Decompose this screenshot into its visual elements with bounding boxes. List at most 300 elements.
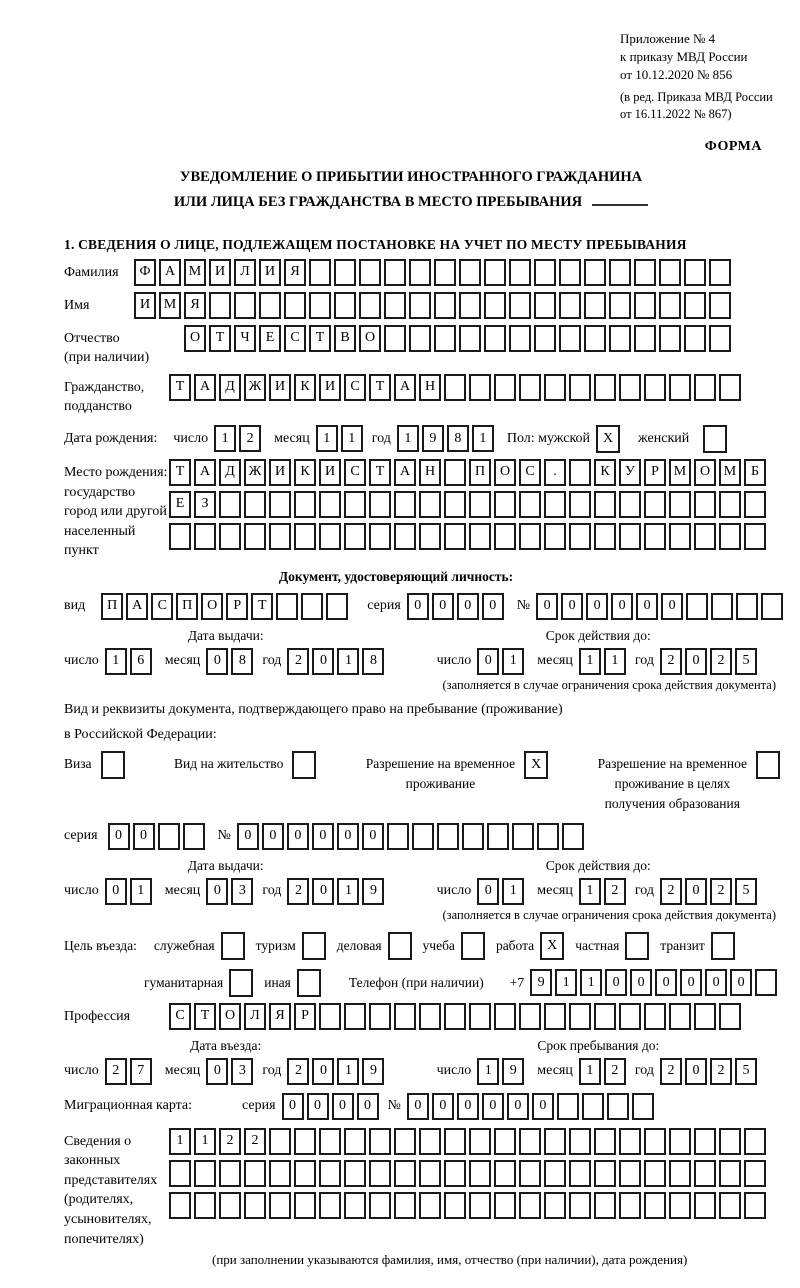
char-cell[interactable]: 0 xyxy=(312,1058,334,1085)
char-cell[interactable] xyxy=(384,259,406,286)
char-cell[interactable]: 5 xyxy=(735,1058,757,1085)
char-cell[interactable] xyxy=(437,823,459,850)
char-cell[interactable] xyxy=(294,523,316,550)
char-cell[interactable]: 0 xyxy=(432,1093,454,1120)
char-cell[interactable]: 0 xyxy=(536,593,558,620)
char-cell[interactable] xyxy=(684,325,706,352)
char-cell[interactable] xyxy=(309,259,331,286)
char-cell[interactable] xyxy=(344,1160,366,1187)
char-cell[interactable]: 0 xyxy=(730,969,752,996)
char-cell[interactable]: М xyxy=(184,259,206,286)
char-cell[interactable] xyxy=(484,292,506,319)
char-cell[interactable] xyxy=(294,491,316,518)
char-cell[interactable]: О xyxy=(219,1003,241,1030)
char-cell[interactable]: 0 xyxy=(133,823,155,850)
char-cell[interactable]: И xyxy=(269,374,291,401)
char-cell[interactable]: 0 xyxy=(108,823,130,850)
char-cell[interactable] xyxy=(194,1192,216,1219)
char-cell[interactable]: И xyxy=(269,459,291,486)
char-cell[interactable]: 0 xyxy=(312,878,334,905)
char-cell[interactable] xyxy=(744,1128,766,1155)
char-cell[interactable] xyxy=(219,523,241,550)
char-cell[interactable] xyxy=(409,259,431,286)
char-cell[interactable]: 2 xyxy=(660,878,682,905)
char-cell[interactable] xyxy=(669,523,691,550)
char-cell[interactable]: С xyxy=(519,459,541,486)
char-cell[interactable]: 0 xyxy=(532,1093,554,1120)
char-cell[interactable]: Р xyxy=(226,593,248,620)
char-cell[interactable] xyxy=(319,1003,341,1030)
char-cell[interactable] xyxy=(369,1192,391,1219)
char-cell[interactable] xyxy=(344,1003,366,1030)
char-cell[interactable]: 0 xyxy=(482,593,504,620)
char-cell[interactable] xyxy=(719,1003,741,1030)
char-cell[interactable] xyxy=(719,1192,741,1219)
char-cell[interactable] xyxy=(544,374,566,401)
char-cell[interactable]: С xyxy=(169,1003,191,1030)
char-cell[interactable] xyxy=(719,491,741,518)
char-cell[interactable]: Е xyxy=(259,325,281,352)
char-cell[interactable] xyxy=(319,523,341,550)
char-cell[interactable]: 0 xyxy=(312,648,334,675)
char-cell[interactable]: 1 xyxy=(397,425,419,452)
char-cell[interactable] xyxy=(582,1093,604,1120)
char-cell[interactable]: 5 xyxy=(735,878,757,905)
char-cell[interactable]: Ж xyxy=(244,374,266,401)
char-cell[interactable] xyxy=(694,374,716,401)
char-cell[interactable]: 1 xyxy=(337,1058,359,1085)
char-cell[interactable] xyxy=(569,1128,591,1155)
char-cell[interactable] xyxy=(619,523,641,550)
char-cell[interactable] xyxy=(219,1192,241,1219)
char-cell[interactable]: 0 xyxy=(332,1093,354,1120)
char-cell[interactable]: Р xyxy=(644,459,666,486)
char-cell[interactable] xyxy=(544,523,566,550)
char-cell[interactable] xyxy=(755,969,777,996)
char-cell[interactable]: . xyxy=(544,459,566,486)
char-cell[interactable]: 3 xyxy=(231,878,253,905)
char-cell[interactable] xyxy=(719,523,741,550)
char-cell[interactable] xyxy=(512,823,534,850)
char-cell[interactable] xyxy=(469,1128,491,1155)
char-cell[interactable]: 0 xyxy=(586,593,608,620)
char-cell[interactable] xyxy=(519,523,541,550)
char-cell[interactable]: 0 xyxy=(457,593,479,620)
char-cell[interactable]: 9 xyxy=(362,1058,384,1085)
char-cell[interactable]: О xyxy=(359,325,381,352)
char-cell[interactable]: 1 xyxy=(502,878,524,905)
char-cell[interactable]: И xyxy=(134,292,156,319)
char-cell[interactable] xyxy=(694,1003,716,1030)
char-cell[interactable] xyxy=(509,259,531,286)
char-cell[interactable]: А xyxy=(194,374,216,401)
char-cell[interactable] xyxy=(319,1160,341,1187)
char-cell[interactable]: Т xyxy=(369,459,391,486)
char-cell[interactable] xyxy=(269,1160,291,1187)
char-cell[interactable]: 9 xyxy=(362,878,384,905)
char-cell[interactable] xyxy=(534,292,556,319)
char-cell[interactable]: 2 xyxy=(604,878,626,905)
char-cell[interactable] xyxy=(459,325,481,352)
char-cell[interactable]: 7 xyxy=(130,1058,152,1085)
char-cell[interactable] xyxy=(594,1192,616,1219)
char-cell[interactable]: Я xyxy=(184,292,206,319)
char-cell[interactable]: 1 xyxy=(604,648,626,675)
char-cell[interactable]: А xyxy=(159,259,181,286)
char-cell[interactable] xyxy=(459,292,481,319)
char-cell[interactable] xyxy=(534,259,556,286)
char-cell[interactable] xyxy=(669,1128,691,1155)
char-cell[interactable] xyxy=(509,292,531,319)
char-cell[interactable] xyxy=(394,1160,416,1187)
char-cell[interactable]: 6 xyxy=(130,648,152,675)
char-cell[interactable] xyxy=(344,523,366,550)
char-cell[interactable] xyxy=(644,491,666,518)
char-cell[interactable] xyxy=(619,1160,641,1187)
char-cell[interactable]: Т xyxy=(309,325,331,352)
char-cell[interactable] xyxy=(644,523,666,550)
char-cell[interactable]: К xyxy=(294,459,316,486)
char-cell[interactable]: 2 xyxy=(287,1058,309,1085)
char-cell[interactable]: 0 xyxy=(457,1093,479,1120)
char-cell[interactable] xyxy=(434,325,456,352)
char-cell[interactable]: 1 xyxy=(477,1058,499,1085)
char-cell[interactable]: М xyxy=(159,292,181,319)
char-cell[interactable]: 2 xyxy=(287,648,309,675)
char-cell[interactable] xyxy=(469,491,491,518)
char-cell[interactable] xyxy=(394,523,416,550)
char-cell[interactable]: П xyxy=(176,593,198,620)
char-cell[interactable]: 0 xyxy=(507,1093,529,1120)
char-cell[interactable] xyxy=(419,1003,441,1030)
char-cell[interactable] xyxy=(444,1003,466,1030)
char-cell[interactable] xyxy=(709,325,731,352)
char-cell[interactable] xyxy=(694,523,716,550)
char-cell[interactable]: 0 xyxy=(357,1093,379,1120)
residence-permit-checkbox[interactable] xyxy=(292,751,316,779)
char-cell[interactable]: 0 xyxy=(407,593,429,620)
char-cell[interactable] xyxy=(669,1160,691,1187)
char-cell[interactable]: П xyxy=(101,593,123,620)
char-cell[interactable]: А xyxy=(194,459,216,486)
char-cell[interactable]: 0 xyxy=(105,878,127,905)
char-cell[interactable]: 0 xyxy=(477,648,499,675)
char-cell[interactable]: Т xyxy=(251,593,273,620)
char-cell[interactable]: 1 xyxy=(555,969,577,996)
char-cell[interactable] xyxy=(559,259,581,286)
char-cell[interactable] xyxy=(344,1128,366,1155)
char-cell[interactable]: 1 xyxy=(579,1058,601,1085)
char-cell[interactable] xyxy=(619,1128,641,1155)
char-cell[interactable] xyxy=(619,491,641,518)
char-cell[interactable] xyxy=(694,491,716,518)
char-cell[interactable] xyxy=(519,374,541,401)
char-cell[interactable]: 0 xyxy=(287,823,309,850)
char-cell[interactable] xyxy=(559,292,581,319)
char-cell[interactable] xyxy=(169,1192,191,1219)
char-cell[interactable] xyxy=(494,1160,516,1187)
char-cell[interactable] xyxy=(609,292,631,319)
char-cell[interactable]: О xyxy=(201,593,223,620)
char-cell[interactable] xyxy=(444,523,466,550)
char-cell[interactable]: 0 xyxy=(477,878,499,905)
char-cell[interactable]: 1 xyxy=(579,648,601,675)
char-cell[interactable] xyxy=(469,1003,491,1030)
char-cell[interactable] xyxy=(284,292,306,319)
char-cell[interactable] xyxy=(494,1128,516,1155)
char-cell[interactable] xyxy=(519,1128,541,1155)
char-cell[interactable] xyxy=(634,325,656,352)
char-cell[interactable] xyxy=(544,1128,566,1155)
char-cell[interactable] xyxy=(569,1003,591,1030)
char-cell[interactable]: 0 xyxy=(362,823,384,850)
char-cell[interactable] xyxy=(301,593,323,620)
char-cell[interactable] xyxy=(419,1128,441,1155)
purpose-humanitarian-checkbox[interactable] xyxy=(229,969,253,997)
char-cell[interactable] xyxy=(169,523,191,550)
char-cell[interactable] xyxy=(584,292,606,319)
char-cell[interactable]: С xyxy=(284,325,306,352)
char-cell[interactable] xyxy=(444,1160,466,1187)
char-cell[interactable] xyxy=(494,1003,516,1030)
sex-male-checkbox[interactable]: X xyxy=(596,425,620,453)
char-cell[interactable] xyxy=(744,523,766,550)
char-cell[interactable] xyxy=(412,823,434,850)
char-cell[interactable]: Ж xyxy=(244,459,266,486)
char-cell[interactable] xyxy=(594,491,616,518)
sex-female-checkbox[interactable] xyxy=(703,425,727,453)
char-cell[interactable] xyxy=(319,1192,341,1219)
purpose-study-checkbox[interactable] xyxy=(461,932,485,960)
char-cell[interactable]: 0 xyxy=(685,1058,707,1085)
char-cell[interactable] xyxy=(419,523,441,550)
char-cell[interactable] xyxy=(519,1003,541,1030)
char-cell[interactable] xyxy=(369,1160,391,1187)
char-cell[interactable]: 2 xyxy=(244,1128,266,1155)
char-cell[interactable] xyxy=(519,1192,541,1219)
char-cell[interactable]: 0 xyxy=(206,878,228,905)
char-cell[interactable]: З xyxy=(194,491,216,518)
rvp-checkbox[interactable]: X xyxy=(524,751,548,779)
char-cell[interactable] xyxy=(669,1003,691,1030)
char-cell[interactable] xyxy=(394,491,416,518)
char-cell[interactable] xyxy=(569,459,591,486)
char-cell[interactable]: О xyxy=(694,459,716,486)
char-cell[interactable] xyxy=(544,1160,566,1187)
char-cell[interactable] xyxy=(234,292,256,319)
char-cell[interactable] xyxy=(744,1192,766,1219)
char-cell[interactable]: И xyxy=(319,459,341,486)
char-cell[interactable]: И xyxy=(319,374,341,401)
char-cell[interactable] xyxy=(359,259,381,286)
char-cell[interactable]: 0 xyxy=(611,593,633,620)
char-cell[interactable]: С xyxy=(344,374,366,401)
char-cell[interactable] xyxy=(609,259,631,286)
char-cell[interactable] xyxy=(469,1160,491,1187)
char-cell[interactable]: С xyxy=(151,593,173,620)
char-cell[interactable] xyxy=(334,259,356,286)
char-cell[interactable] xyxy=(294,1192,316,1219)
char-cell[interactable]: 1 xyxy=(316,425,338,452)
char-cell[interactable]: 0 xyxy=(705,969,727,996)
char-cell[interactable]: М xyxy=(719,459,741,486)
char-cell[interactable]: 1 xyxy=(130,878,152,905)
char-cell[interactable] xyxy=(369,1003,391,1030)
char-cell[interactable] xyxy=(584,259,606,286)
char-cell[interactable] xyxy=(294,1128,316,1155)
char-cell[interactable] xyxy=(384,292,406,319)
char-cell[interactable] xyxy=(744,1160,766,1187)
purpose-official-checkbox[interactable] xyxy=(221,932,245,960)
purpose-transit-checkbox[interactable] xyxy=(711,932,735,960)
char-cell[interactable]: 0 xyxy=(262,823,284,850)
char-cell[interactable] xyxy=(244,523,266,550)
char-cell[interactable] xyxy=(544,1192,566,1219)
char-cell[interactable] xyxy=(369,523,391,550)
purpose-tourism-checkbox[interactable] xyxy=(302,932,326,960)
char-cell[interactable] xyxy=(709,292,731,319)
char-cell[interactable] xyxy=(244,1160,266,1187)
char-cell[interactable]: 9 xyxy=(502,1058,524,1085)
char-cell[interactable] xyxy=(319,1128,341,1155)
char-cell[interactable]: 9 xyxy=(530,969,552,996)
char-cell[interactable] xyxy=(269,1128,291,1155)
char-cell[interactable] xyxy=(619,1003,641,1030)
char-cell[interactable]: Е xyxy=(169,491,191,518)
char-cell[interactable] xyxy=(544,1003,566,1030)
char-cell[interactable] xyxy=(509,325,531,352)
char-cell[interactable] xyxy=(219,1160,241,1187)
char-cell[interactable]: 0 xyxy=(636,593,658,620)
char-cell[interactable] xyxy=(384,325,406,352)
char-cell[interactable]: И xyxy=(209,259,231,286)
char-cell[interactable] xyxy=(569,1192,591,1219)
char-cell[interactable] xyxy=(659,325,681,352)
char-cell[interactable] xyxy=(444,1128,466,1155)
char-cell[interactable] xyxy=(394,1192,416,1219)
char-cell[interactable]: 0 xyxy=(605,969,627,996)
char-cell[interactable]: 0 xyxy=(206,1058,228,1085)
char-cell[interactable]: 2 xyxy=(219,1128,241,1155)
char-cell[interactable] xyxy=(719,374,741,401)
char-cell[interactable] xyxy=(434,292,456,319)
char-cell[interactable] xyxy=(294,1160,316,1187)
char-cell[interactable]: Я xyxy=(284,259,306,286)
char-cell[interactable] xyxy=(594,374,616,401)
char-cell[interactable]: А xyxy=(394,459,416,486)
char-cell[interactable] xyxy=(369,1128,391,1155)
char-cell[interactable] xyxy=(344,1192,366,1219)
char-cell[interactable] xyxy=(459,259,481,286)
char-cell[interactable]: 0 xyxy=(237,823,259,850)
char-cell[interactable] xyxy=(244,1192,266,1219)
char-cell[interactable] xyxy=(594,1128,616,1155)
char-cell[interactable]: 0 xyxy=(685,878,707,905)
char-cell[interactable] xyxy=(644,1128,666,1155)
char-cell[interactable] xyxy=(684,292,706,319)
char-cell[interactable] xyxy=(487,823,509,850)
char-cell[interactable] xyxy=(269,491,291,518)
char-cell[interactable]: 0 xyxy=(282,1093,304,1120)
char-cell[interactable] xyxy=(169,1160,191,1187)
char-cell[interactable] xyxy=(544,491,566,518)
char-cell[interactable]: Ф xyxy=(134,259,156,286)
char-cell[interactable] xyxy=(559,325,581,352)
char-cell[interactable] xyxy=(326,593,348,620)
char-cell[interactable] xyxy=(219,491,241,518)
char-cell[interactable]: Ч xyxy=(234,325,256,352)
char-cell[interactable] xyxy=(634,259,656,286)
char-cell[interactable] xyxy=(709,259,731,286)
char-cell[interactable] xyxy=(719,1128,741,1155)
char-cell[interactable]: 1 xyxy=(580,969,602,996)
char-cell[interactable] xyxy=(344,491,366,518)
char-cell[interactable]: Т xyxy=(194,1003,216,1030)
char-cell[interactable] xyxy=(419,1192,441,1219)
char-cell[interactable]: А xyxy=(394,374,416,401)
char-cell[interactable]: О xyxy=(184,325,206,352)
char-cell[interactable] xyxy=(569,1160,591,1187)
char-cell[interactable]: Т xyxy=(369,374,391,401)
char-cell[interactable]: Л xyxy=(244,1003,266,1030)
char-cell[interactable]: 1 xyxy=(105,648,127,675)
char-cell[interactable] xyxy=(244,491,266,518)
char-cell[interactable]: 2 xyxy=(710,648,732,675)
char-cell[interactable]: Н xyxy=(419,374,441,401)
char-cell[interactable] xyxy=(607,1093,629,1120)
char-cell[interactable] xyxy=(276,593,298,620)
char-cell[interactable]: И xyxy=(259,259,281,286)
char-cell[interactable] xyxy=(644,1003,666,1030)
char-cell[interactable]: 0 xyxy=(630,969,652,996)
char-cell[interactable]: 9 xyxy=(422,425,444,452)
char-cell[interactable] xyxy=(419,1160,441,1187)
char-cell[interactable] xyxy=(594,1003,616,1030)
char-cell[interactable]: 0 xyxy=(680,969,702,996)
char-cell[interactable]: 8 xyxy=(447,425,469,452)
char-cell[interactable]: 1 xyxy=(169,1128,191,1155)
char-cell[interactable] xyxy=(394,1003,416,1030)
char-cell[interactable]: 2 xyxy=(287,878,309,905)
char-cell[interactable] xyxy=(359,292,381,319)
purpose-private-checkbox[interactable] xyxy=(625,932,649,960)
char-cell[interactable]: 0 xyxy=(655,969,677,996)
char-cell[interactable] xyxy=(434,259,456,286)
char-cell[interactable]: У xyxy=(619,459,641,486)
char-cell[interactable]: 2 xyxy=(710,1058,732,1085)
char-cell[interactable] xyxy=(469,1192,491,1219)
char-cell[interactable] xyxy=(259,292,281,319)
char-cell[interactable] xyxy=(569,374,591,401)
char-cell[interactable] xyxy=(519,491,541,518)
char-cell[interactable] xyxy=(659,292,681,319)
char-cell[interactable] xyxy=(659,259,681,286)
char-cell[interactable] xyxy=(711,593,733,620)
char-cell[interactable]: О xyxy=(494,459,516,486)
char-cell[interactable]: М xyxy=(669,459,691,486)
char-cell[interactable]: 0 xyxy=(685,648,707,675)
char-cell[interactable]: Т xyxy=(169,459,191,486)
char-cell[interactable]: А xyxy=(126,593,148,620)
char-cell[interactable] xyxy=(594,1160,616,1187)
char-cell[interactable]: Я xyxy=(269,1003,291,1030)
char-cell[interactable] xyxy=(557,1093,579,1120)
char-cell[interactable] xyxy=(494,523,516,550)
char-cell[interactable]: Л xyxy=(234,259,256,286)
char-cell[interactable]: Д xyxy=(219,374,241,401)
char-cell[interactable] xyxy=(669,491,691,518)
char-cell[interactable]: Т xyxy=(209,325,231,352)
